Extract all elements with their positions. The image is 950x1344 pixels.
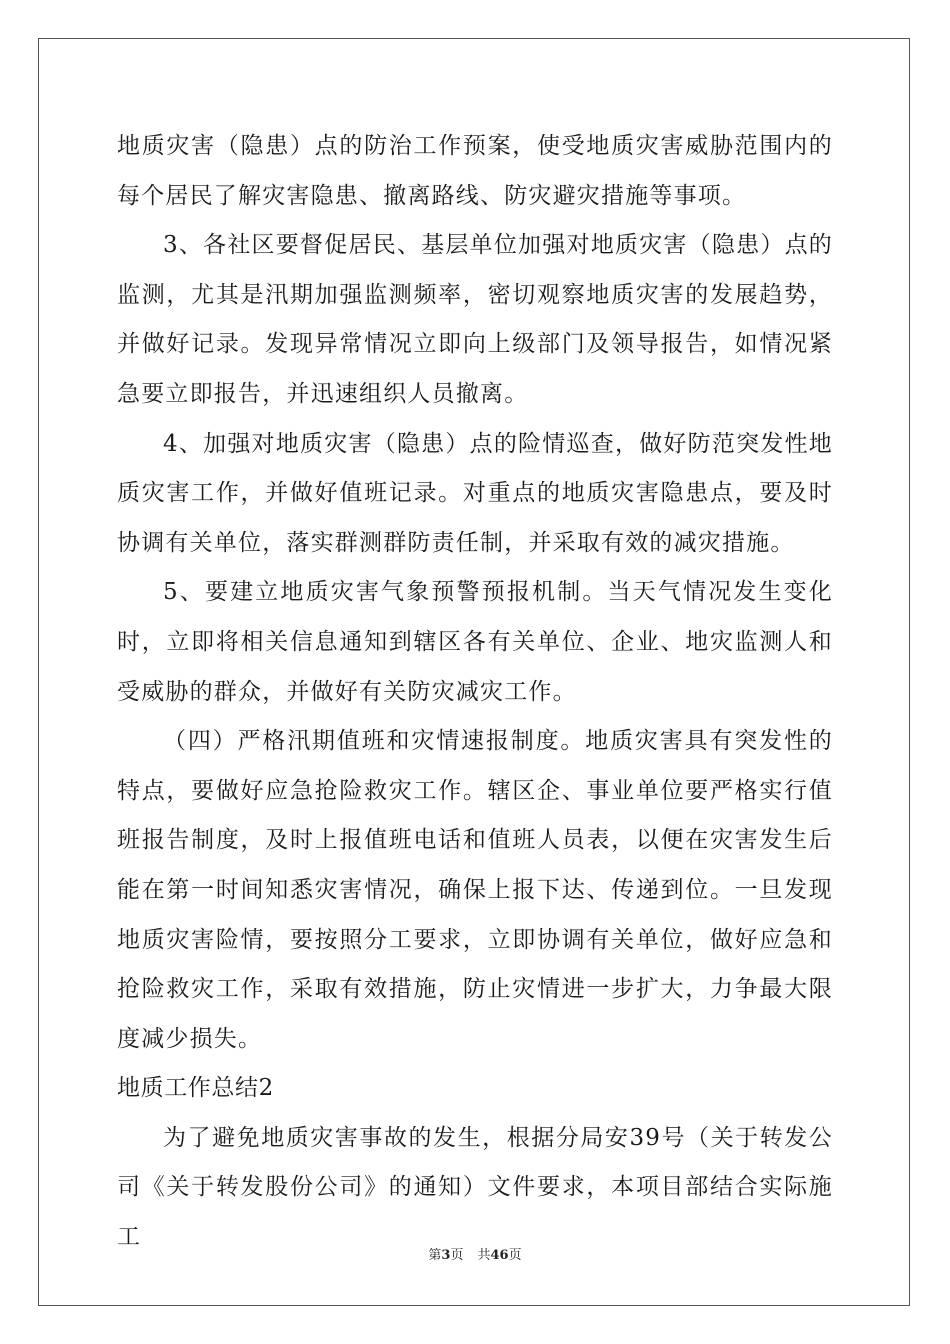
- total-pages: 46: [490, 1248, 509, 1263]
- paragraph: （四）严格汛期值班和灾情速报制度。地质灾害具有突发性的特点，要做好应急抢险救灾工作。辖区企、事业单位要严格实行值班报告制度，及时上报值班电话和值班人员表，以便在灾害发生后能在第一时间知悉灾害情况，确保上报下达、传递到位。一旦发现地质灾害险情，要按照分工要求，立即协调有关单位，做好应急和抢险救灾工作，采取有效措施，防止灾情进一步扩大，力争最大限度减少损失。: [117, 728, 833, 1052]
- page-prefix: 第: [428, 1248, 442, 1263]
- paragraph: 3、各社区要督促居民、基层单位加强对地质灾害（隐患）点的监测，尤其是汛期加强监测频率，密切观察地质灾害的发展趋势，并做好记录。发现异常情况立即向上级部门及领导报告，如情况紧急要立即报告，并迅速组织人员撤离。: [117, 232, 833, 407]
- paragraph: 地质灾害（隐患）点的防治工作预案，使受地质灾害威胁范围内的每个居民了解灾害隐患、撤离路线、防灾避灾措施等事项。: [117, 133, 833, 209]
- page-number: 3: [441, 1248, 451, 1263]
- page-suffix: 页: [450, 1248, 464, 1263]
- paragraph: 4、加强对地质灾害（隐患）点的险情巡查，做好防范突发性地质灾害工作，并做好值班记录。对重点的地质灾害隐患点，要及时协调有关单位，落实群测群防责任制，并采取有效的减灾措施。: [117, 430, 833, 556]
- total-suffix: 页: [508, 1248, 522, 1263]
- paragraph: 为了避免地质灾害事故的发生，根据分局安39号（关于转发公司《关于转发股份公司》的通知）文件要求，本项目部结合实际施工: [117, 1124, 833, 1251]
- section-title: 地质工作总结2: [117, 1075, 274, 1102]
- total-prefix: 共: [477, 1248, 491, 1263]
- paragraph: 5、要建立地质灾害气象预警预报机制。当天气情况发生变化时，立即将相关信息通知到辖区各有关单位、企业、地灾监测人和受威胁的群众，并做好有关防灾减灾工作。: [117, 579, 833, 705]
- document-body: [117, 122, 833, 1263]
- page-footer: [0, 1244, 950, 1263]
